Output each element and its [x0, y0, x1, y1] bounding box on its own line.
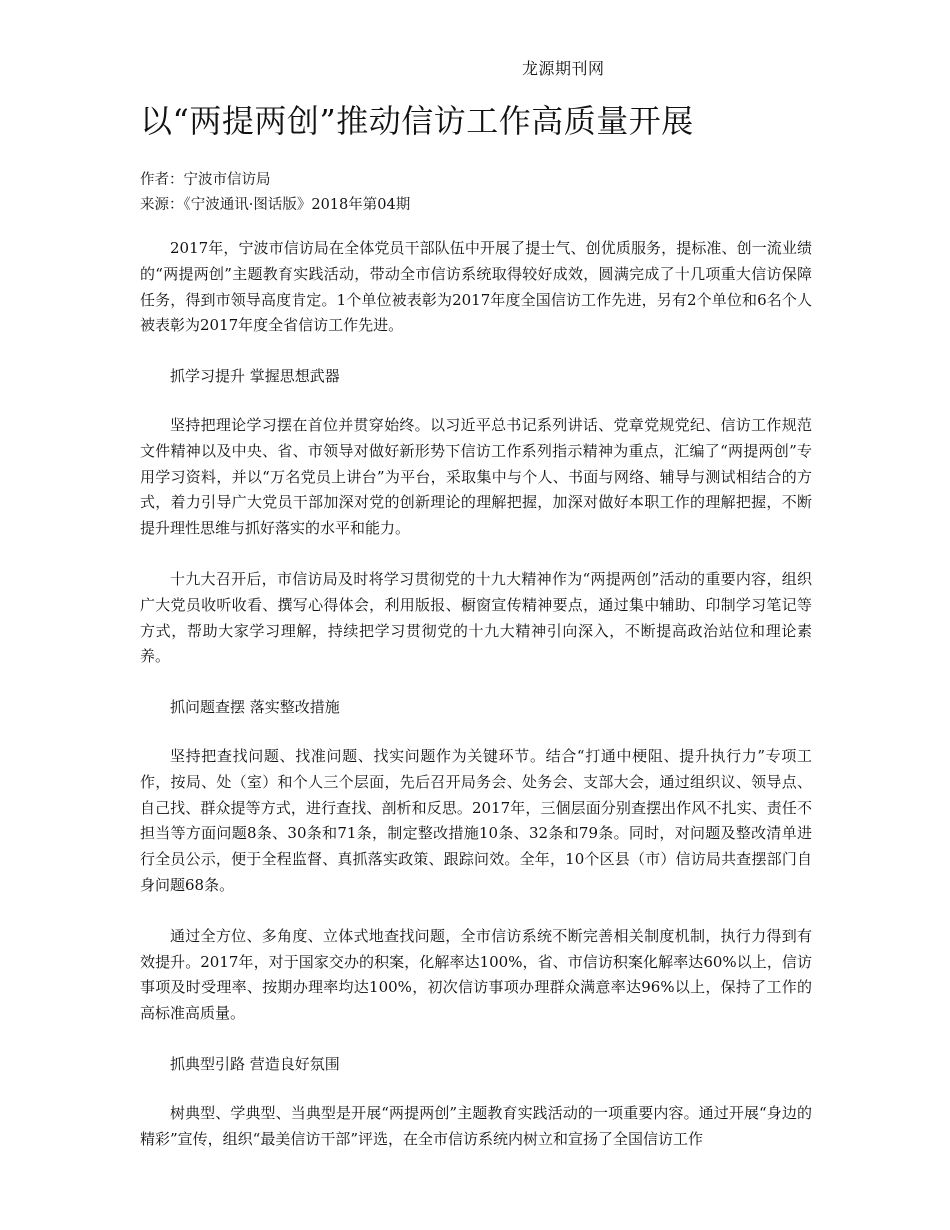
section-heading: 抓典型引路 营造良好氛围 — [170, 1054, 340, 1073]
section-heading: 抓学习提升 掌握思想武器 — [170, 367, 340, 386]
paragraph: 坚持把查找问题、找准问题、找实问题作为关键环节。结合“打通中梗阻、提升执行力”专项工作，按局、处（室）和个人三个层面，先后召开局务会、处务会、支部大会，通过组织议、领导点、自己找、群众提等方式，进行查找、剖析和反思。2017年，三個层面分别查摆出作风不扎实、责任不担当等方面问题8条、30条和71条，制定整改措施10条、32条和79条。同时，对问题及整改清单进行全员公示，便于全程监督、真抓落实政策、跟踪问效。全年，10个区县（市）信访局共查摆部门自身问题68条。 — [140, 746, 812, 894]
paragraph: 树典型、学典型、当典型是开展“两提两创”主题教育实践活动的一项重要内容。通过开展“身边的精彩”宣传，组织“最美信访干部”评选，在全市信访系统内树立和宣扬了全国信访工作 — [140, 1103, 812, 1148]
section-heading: 抓问题查摆 落实整改措施 — [170, 698, 340, 717]
article-title: 以“两提两创”推动信访工作高质量开展 — [140, 102, 694, 140]
paragraph: 十九大召开后，市信访局及时将学习贯彻党的十九大精神作为“两提两创”活动的重要内容，组织广大党员收听收看、撰写心得体会，利用版报、橱窗宣传精神要点，通过集中辅助、印制学习笔记等方式，帮助大家学习理解，持续把学习贯彻党的十九大精神引向深入，不断提高政治站位和理论素养。 — [140, 569, 812, 666]
paragraph: 坚持把理论学习摆在首位并贯穿始终。以习近平总书记系列讲话、党章党规党纪、信访工作规范文件精神以及中央、省、市领导对做好新形势下信访工作系列指示精神为重点，汇编了“两提两创”专用学习资料，并以“万名党员上讲台”为平台，采取集中与个人、书面与网络、辅导与测试相结合的方式，着力引导广大党员干部加深对党的创新理论的理解把握，加深对做好本职工作的理解把握，不断提升理性思维与抓好落实的水平和能力。 — [140, 415, 812, 538]
author-line: 作者：宁波市信访局 — [140, 172, 271, 188]
site-name: 龙源期刊网 — [522, 59, 605, 78]
article-body — [140, 236, 812, 1177]
article-meta — [140, 168, 410, 218]
source-line: 来源：《宁波通讯·图话版》2018年第04期 — [140, 197, 411, 213]
paragraph: 2017年，宁波市信访局在全体党员干部队伍中开展了提士气、创优质服务，提标准、创一流业绩的“两提两创”主题教育实践活动，带动全市信访系统取得较好成效，圆满完成了十几项重大信访保障任务，得到市领导高度肯定。1个单位被表彰为2017年度全国信访工作先进，另有2个单位和6名个人被表彰为2017年度全省信访工作先进。 — [140, 239, 812, 335]
paragraph: 通过全方位、多角度、立体式地查找问题，全市信访系统不断完善相关制度机制，执行力得到有效提升。2017年，对于国家交办的积案，化解率达100%，省、市信访积案化解率达60%以上，信访事项及时受理率、按期办理率均达100%，初次信访事项办理群众满意率达96%以上，保持了工作的高标准高质量。 — [140, 926, 812, 1023]
